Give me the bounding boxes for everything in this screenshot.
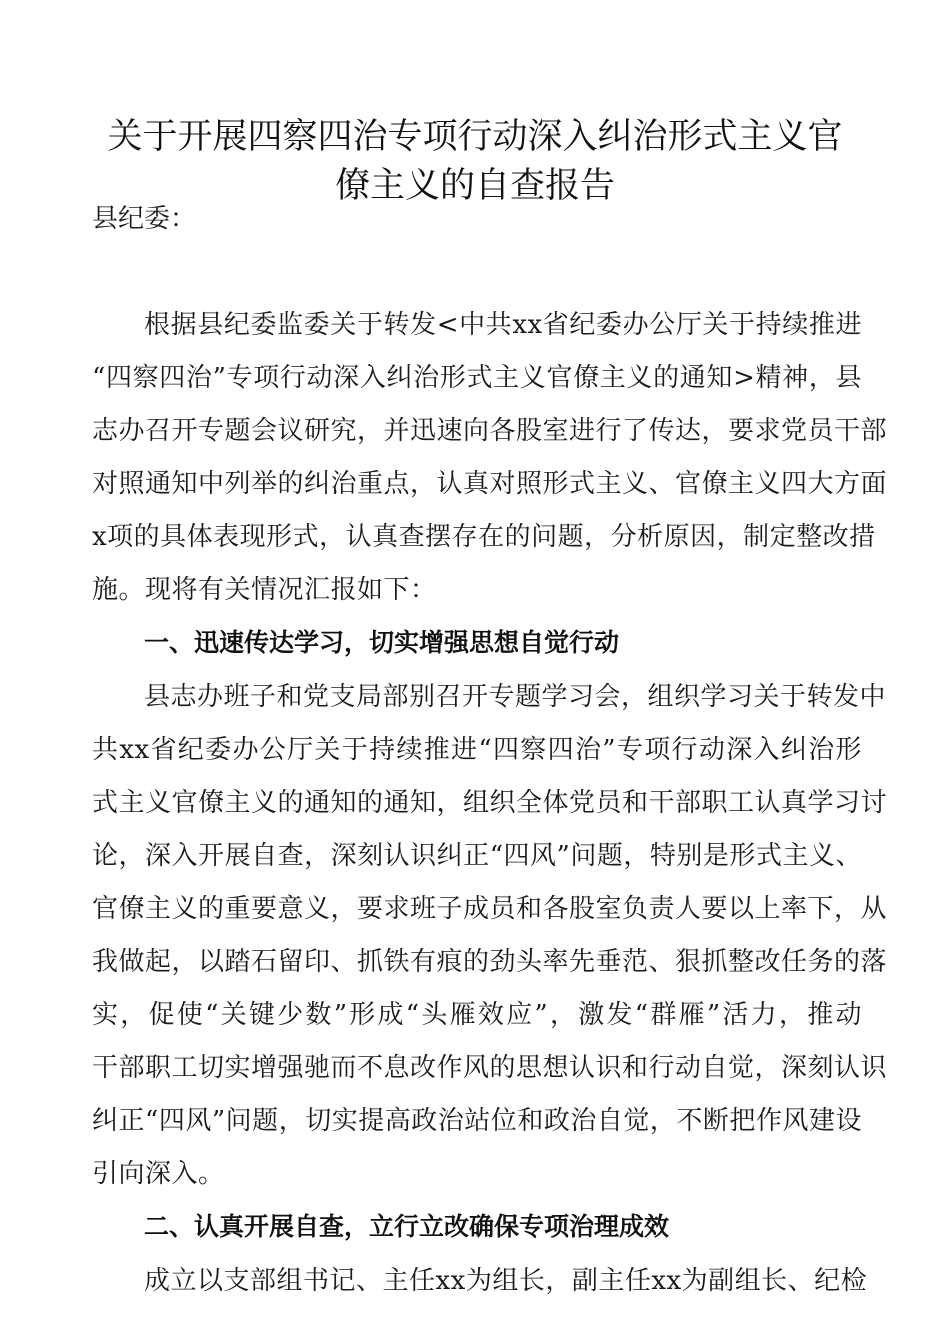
document-title-line-1: 关于开展四察四治专项行动深入纠治形式主义官 [107,117,843,157]
paragraph-1-line: “四察四治”专项行动深入纠治形式主义官僚主义的通知>精神，县 [92,363,862,393]
paragraph-3-line: 成立以支部组书记、主任xx为组长，副主任xx为副组长、纪检 [144,1266,868,1296]
section-heading-1: 一、迅速传达学习，切实增强思想自觉行动 [144,628,620,657]
paragraph-1-line: 根据县纪委监委关于转发<中共xx省纪委办公厅关于持续推进 [144,310,862,340]
paragraph-2-line: 纠正“四风”问题，切实提高政治站位和政治自觉，不断把作风建设 [92,1106,862,1136]
paragraph-2-line: 县志办班子和党支局部别召开专题学习会，组织学习关于转发中 [144,682,887,712]
paragraph-2-line: 论，深入开展自查，深刻认识纠正“四风”问题，特别是形式主义、 [92,841,862,871]
paragraph-1-line: 志办召开专题会议研究，并迅速向各股室进行了传达，要求党员干部 [92,416,888,446]
document-title-line-2: 僚主义的自查报告 [334,166,615,206]
paragraph-2-line: 我做起，以踏石留印、抓铁有痕的劲头率先垂范、狠抓整改任务的落 [92,947,888,977]
paragraph-2-line: 共xx省纪委办公厅关于持续推进“四察四治”专项行动深入纠治形 [92,735,862,765]
paragraph-2-line: 式主义官僚主义的通知的通知，组织全体党员和干部职工认真学习讨 [92,788,888,818]
paragraph-2-line: 引向深入。 [92,1159,225,1189]
paragraph-2-line: 官僚主义的重要意义，要求班子成员和各股室负责人要以上率下，从 [92,894,888,924]
paragraph-1-line: 施。现将有关情况汇报如下： [92,575,437,605]
section-heading-2: 二、认真开展自查，立行立改确保专项治理成效 [144,1212,670,1241]
paragraph-2-line: 实，促使“关键少数”形成“头雁效应”，激发“群雁”活力，推动 [92,1000,862,1030]
salutation: 县纪委： [92,204,197,234]
paragraph-1-line: x项的具体表现形式，认真查摆存在的问题，分析原因，制定整改措 [92,522,876,552]
paragraph-2-line: 干部职工切实增强驰而不息改作风的思想认识和行动自觉，深刻认识 [92,1053,888,1083]
paragraph-1-line: 对照通知中列举的纠治重点，认真对照形式主义、官僚主义四大方面 [92,469,888,499]
